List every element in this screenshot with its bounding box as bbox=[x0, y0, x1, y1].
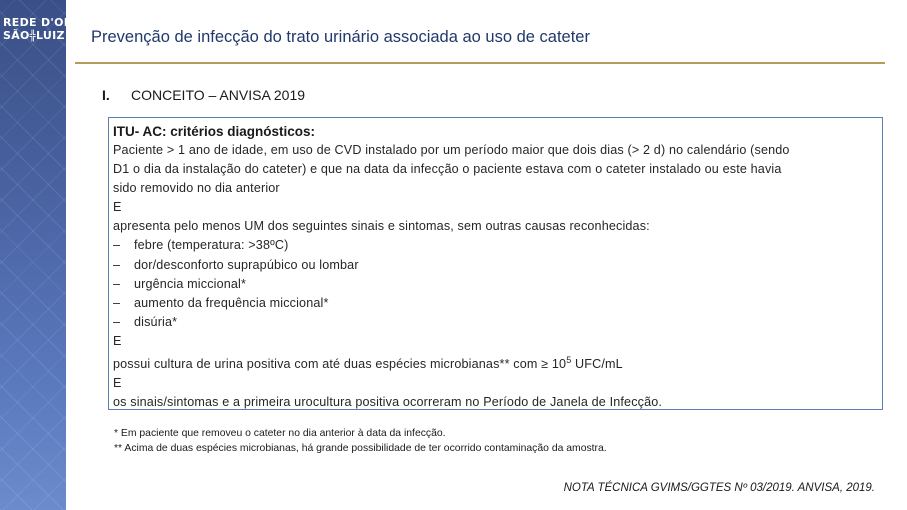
criteria-connector: E bbox=[113, 376, 122, 391]
logo-word-rede: REDE bbox=[3, 16, 37, 29]
criteria-line: Paciente > 1 ano de idade, em uso de CVD instalado por um período maior que dois dias (> 2 d) no calendário (sendo bbox=[113, 143, 790, 157]
footnote: * Em paciente que removeu o cateter no dia anterior à data da infecção. bbox=[114, 428, 446, 439]
culture-unit: UFC/mL bbox=[571, 357, 623, 372]
bullet-dash: – bbox=[113, 238, 121, 253]
bullet-dash: – bbox=[113, 276, 121, 291]
criteria-line: sido removido no dia anterior bbox=[113, 181, 280, 196]
logo-word-luiz: LUIZ bbox=[36, 29, 65, 42]
source-citation: NOTA TÉCNICA GVIMS/GGTES Nº 03/2019. ANVISA, 2019. bbox=[563, 482, 875, 494]
criteria-line: D1 o dia da instalação do cateter) e que na data da infecção o paciente estava com o cateter instalado ou este havia bbox=[113, 162, 782, 177]
criteria-box bbox=[108, 117, 883, 410]
symptom-item bbox=[113, 256, 882, 275]
symptom-text: urgência miccional* bbox=[134, 276, 247, 291]
culture-text: possui cultura de urina positiva com até duas espécies microbianas** com ≥ 10 bbox=[113, 357, 567, 372]
criteria-connector: E bbox=[113, 200, 122, 215]
bullet-dash: – bbox=[113, 257, 121, 272]
bullet-dash: – bbox=[113, 295, 121, 310]
section-heading bbox=[102, 87, 305, 103]
symptom-item bbox=[113, 294, 882, 313]
section-title: CONCEITO – ANVISA 2019 bbox=[131, 87, 306, 103]
criteria-body bbox=[113, 141, 882, 413]
title-divider bbox=[75, 62, 885, 64]
footnote: ** Acima de duas espécies microbianas, há grande possibilidade de ter ocorrido contaminação da amostra. bbox=[114, 443, 607, 454]
symptom-text: disúria* bbox=[134, 314, 178, 329]
logo-word-sao: SÃO bbox=[3, 29, 30, 42]
culture-exponent: 5 bbox=[566, 355, 572, 366]
symptom-item bbox=[113, 275, 882, 294]
criteria-line: apresenta pelo menos UM dos seguintes sinais e sintomas, sem outras causas reconhecidas: bbox=[113, 219, 650, 234]
decorative-sidebar bbox=[0, 0, 73, 510]
logo-word-dor: D'OR bbox=[40, 16, 73, 29]
symptom-text: aumento da frequência miccional* bbox=[134, 295, 329, 310]
rede-dor-sao-luiz-logo bbox=[3, 16, 73, 44]
logo-cross-mark: ╬ bbox=[29, 31, 37, 42]
culture-line bbox=[113, 351, 882, 374]
bullet-dash: – bbox=[113, 314, 121, 329]
symptom-text: febre (temperatura: >38ºC) bbox=[134, 238, 289, 253]
footnotes bbox=[114, 426, 607, 456]
symptom-item bbox=[113, 236, 882, 255]
criteria-line: os sinais/sintomas e a primeira urocultura positiva ocorreram no Período de Janela de Infecção. bbox=[113, 395, 663, 410]
section-number: I. bbox=[102, 87, 110, 103]
slide-title: Prevenção de infecção do trato urinário associada ao uso de cateter bbox=[91, 28, 590, 46]
criteria-connector: E bbox=[113, 333, 122, 348]
criteria-heading: ITU- AC: critérios diagnósticos: bbox=[113, 124, 316, 139]
symptom-item bbox=[113, 313, 882, 332]
symptom-text: dor/desconforto suprapúbico ou lombar bbox=[134, 257, 359, 272]
